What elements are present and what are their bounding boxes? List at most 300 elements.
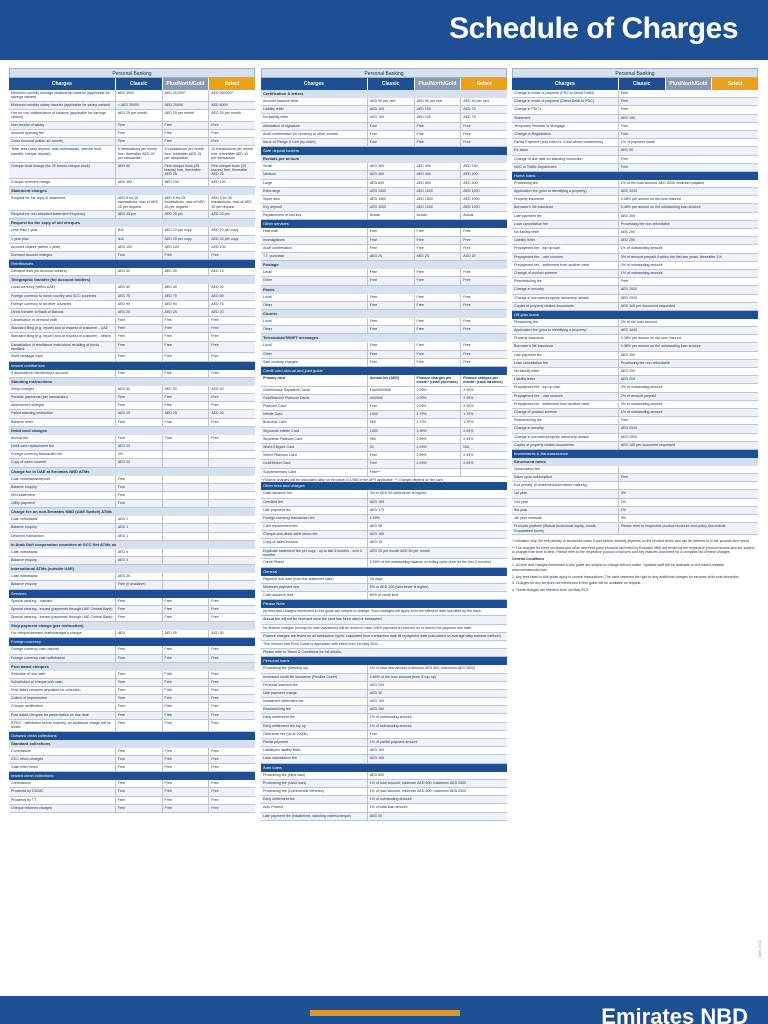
note-row — [261, 633, 507, 641]
charge-value: 1% of the loan amount, AED 5000 minimum payable — [618, 180, 758, 187]
row-label: If PDC - withdrawn before maturity, an additional charge will be levied — [11, 720, 112, 730]
table-row — [261, 253, 507, 261]
plus-value: AED 800 — [414, 180, 461, 187]
plus-value: 2.99% — [414, 403, 461, 410]
sub-header: Standing instructions — [9, 378, 255, 386]
classic-value: Free — [115, 333, 162, 340]
credit-card-header-row — [261, 375, 507, 387]
table-row — [9, 102, 255, 110]
table-row — [9, 476, 255, 484]
cc-fee-head: Annual fee (AED) — [367, 375, 414, 386]
sub-header: Post dated cheques — [9, 663, 255, 671]
row-label: Close Account (within six month) — [11, 139, 63, 144]
row-label: Balance enquiry — [11, 484, 37, 489]
charge-value: AED 200 — [618, 376, 758, 383]
table-row — [512, 523, 758, 535]
select-value: AED 1000 — [460, 188, 507, 195]
select-value: AED 75 — [208, 301, 255, 308]
classic-value: 1500 — [367, 428, 414, 435]
row-label: Sales upon subscription — [514, 475, 553, 480]
band-header: Foreign currency — [9, 638, 255, 646]
table-row — [512, 434, 758, 442]
classic-value: AED 5 for 25 transactions, max of AED 25 per request — [115, 195, 162, 210]
select-value — [208, 524, 255, 531]
classic-value: AED 25 — [115, 309, 162, 316]
note-line: Annual fee will not be reversed once the card has been used or transacted. — [263, 617, 383, 622]
footnote-line: 1. All fees and charges mentioned in this guide are subject to change without notice. Updated tariff will be available on the bank's website www.emiratesnbd.com — [512, 563, 725, 572]
row-label: Account balance letter — [263, 99, 299, 103]
charge-value: AED 250 — [367, 706, 507, 713]
plus-value: Free — [414, 139, 461, 146]
plus-value: AED 40 — [162, 284, 209, 291]
row-label: Partial payment — [263, 740, 288, 745]
column-plus: Plus/North/Gold — [414, 78, 461, 90]
select-value: AED 20 — [460, 253, 507, 260]
select-value: Free — [460, 139, 507, 146]
classic-value: > AED 25000 — [115, 102, 162, 109]
select-value: Free — [460, 326, 507, 333]
classic-value: AED 25 — [115, 459, 162, 466]
charge-value: 1% of total new amount (minimum AED 500, maximum AED 2500) — [367, 665, 507, 672]
row-label: T.T. purchase — [263, 254, 285, 258]
row-label: Extra large — [263, 188, 281, 193]
cc-primary-head: Primary card — [263, 375, 285, 380]
table-row — [261, 698, 507, 706]
charge-value: 2% of outstanding amount — [618, 384, 758, 391]
select-value — [208, 573, 255, 580]
table-row — [512, 401, 758, 409]
select-value: Free — [208, 756, 255, 763]
table-row — [261, 269, 507, 277]
select-value: Free — [208, 342, 255, 353]
classic-value: AED 20 — [367, 253, 414, 260]
column-1 — [9, 68, 255, 813]
row-label: Local currency (within UAE) — [11, 285, 56, 290]
table-row — [9, 533, 255, 541]
classic-value: Free — [367, 452, 414, 459]
select-value: AED 40 — [208, 386, 255, 393]
table-row — [512, 425, 758, 433]
table-row — [512, 147, 758, 155]
classic-value: AED 400 — [367, 171, 414, 178]
table-row — [9, 138, 255, 146]
plus-value: Free — [162, 122, 209, 129]
row-label: Liability letter — [514, 377, 535, 382]
table-row — [512, 237, 758, 245]
table-row — [261, 212, 507, 220]
table-row — [9, 419, 255, 427]
charge-value: 3% of amount prepaid if within the first two years, thereafter 1% — [618, 254, 758, 261]
table-row — [261, 739, 507, 747]
select-value: Free — [208, 614, 255, 621]
band-header: Outward clean collections — [9, 732, 255, 740]
table-row — [512, 368, 758, 376]
table-row — [9, 805, 255, 813]
row-label: If deposited in beneficiary's account — [11, 370, 68, 375]
table-row — [261, 690, 507, 698]
classic-value: Free — [115, 598, 162, 605]
table-row — [261, 747, 507, 755]
table-row — [261, 302, 507, 310]
table-row — [261, 714, 507, 722]
row-label: Demand draft (for account holders) — [11, 269, 67, 274]
select-value: Free — [208, 712, 255, 719]
row-label: Cheque certification — [11, 704, 43, 709]
row-label: Duplicate statement fee per copy - up to last 6 months - over 6 months — [263, 548, 363, 558]
select-value — [208, 443, 255, 450]
select-value: Free — [208, 679, 255, 686]
row-label: Standard filing (e.g. report) and at request of customer - others — [11, 334, 111, 339]
band-header: Please Note — [261, 600, 507, 608]
classic-value: AED 1 — [115, 533, 162, 540]
select-value — [208, 516, 255, 523]
plus-value: 5 transactions per month free, thereafter AED 15 per transaction — [162, 146, 209, 161]
charge-value: AED 200 — [367, 682, 507, 689]
charge-value: AED 1000 — [618, 327, 758, 334]
table-row — [9, 268, 255, 276]
plus-value — [162, 581, 209, 588]
row-label: Processing fee (New cars) — [263, 772, 306, 777]
plus-value: Free — [162, 797, 209, 804]
plus-value: AED 50 — [162, 630, 209, 637]
row-label: Statement — [514, 115, 531, 120]
table-row — [512, 123, 758, 131]
table-row — [9, 671, 255, 679]
charge-value: 1% of total loan amount — [367, 804, 507, 811]
select-value — [208, 451, 255, 458]
plus-value: Free — [162, 402, 209, 409]
classic-value: Free — [115, 687, 162, 694]
row-label: Processing fee — [514, 180, 538, 185]
select-value: AED 100 — [208, 244, 255, 251]
table-row — [9, 573, 255, 581]
plus-value: Free — [414, 237, 461, 244]
column-plus: Plus/North/Gold — [665, 78, 712, 90]
table-row — [9, 394, 255, 402]
classic-value: AED 3 — [115, 557, 162, 564]
table-row — [512, 515, 758, 523]
select-value: AED 10 per copy — [208, 227, 255, 234]
plus-value: Free — [162, 394, 209, 401]
table-row — [9, 163, 255, 179]
charge-value: Free — [618, 123, 758, 130]
table-row — [512, 90, 758, 98]
row-label: Late payment fee (installment, standing orders/cheque) — [263, 813, 351, 818]
classic-value: 950 — [367, 419, 414, 426]
band-header: Inward remittances — [9, 362, 255, 370]
plus-value: AED 1500 — [414, 196, 461, 203]
select-value: 2.99% — [460, 428, 507, 435]
column-classic: Classic — [618, 78, 665, 90]
row-label: Substitution of cheque with cash — [11, 679, 63, 684]
table-row — [9, 630, 255, 638]
plus-value: First cheque book (25 leaves) free, thereafter AED 25 — [162, 163, 209, 178]
select-value: Free — [208, 138, 255, 145]
row-label: Other — [263, 327, 272, 332]
row-label: Clearance fee (up to 1000k) — [263, 731, 308, 736]
table-row — [512, 490, 758, 498]
charge-value: 1% of loan amount, minimum AED 500, maximum AED 2500 — [367, 780, 507, 787]
sub-header: Debit card charges — [9, 427, 255, 435]
row-label: Request for non-standard statement frequency — [11, 212, 86, 217]
charge-value: 0.48% per annum on the outstanding loan amount — [618, 204, 758, 211]
row-label: Change in borrower/property ownership details — [514, 434, 589, 439]
row-label: Change in mode of payment (Direct Debit to PDC) — [514, 99, 594, 104]
classic-value: Free — [367, 269, 414, 276]
plus-value — [162, 533, 209, 540]
classic-value: Free — [367, 342, 414, 349]
plus-value: 1.99% — [414, 428, 461, 435]
note-line: This Version and Price Guide is applicable with effect from 1st May 2011. — [263, 641, 379, 646]
table-row — [9, 122, 255, 130]
select-value: Free — [460, 245, 507, 252]
column-select: Select — [711, 78, 758, 90]
classic-value: Free — [115, 646, 162, 653]
table-row — [512, 376, 758, 384]
row-label: Foreign currency cash deposit — [11, 647, 60, 652]
classic-value: Free — [367, 237, 414, 244]
table-row — [9, 110, 255, 122]
table-row — [512, 343, 758, 351]
plus-value — [162, 459, 209, 466]
table-row — [9, 90, 255, 102]
table-row — [9, 695, 255, 703]
band-header: Home loans — [512, 172, 758, 180]
charge-value: AED 25 per month AED 50 per month — [367, 548, 507, 559]
select-value: AED 1000 — [460, 204, 507, 211]
row-label: Minimum monthly average relationship balance (applicable for savings variant) — [11, 91, 110, 100]
row-label: Special clearing - outward — [11, 598, 53, 603]
row-label: Rescheduling fee — [263, 707, 291, 712]
table-row — [261, 460, 507, 468]
row-label: Post dated cheques for presentation on due date — [11, 712, 89, 717]
table-row — [9, 764, 255, 772]
classic-value: Free — [115, 419, 162, 426]
charge-value: 2% — [618, 499, 758, 506]
section-header: Personal Banking — [9, 68, 255, 78]
plus-value: AED 25 pm — [162, 211, 209, 218]
row-label: Temporary Release of Mortgage — [514, 123, 566, 128]
row-label: Other — [263, 278, 272, 283]
table-row — [261, 123, 507, 131]
plus-value: AED 5 for 25 transactions, max of AED 25 per request — [162, 195, 209, 210]
row-label: Prepayment fee - own sources — [514, 254, 563, 259]
select-value — [208, 500, 255, 507]
classic-value: Free — [115, 394, 162, 401]
select-value: 2.99% — [460, 395, 507, 402]
plus-value — [162, 549, 209, 556]
table-row — [261, 188, 507, 196]
footer-bar — [0, 996, 768, 1024]
sub-header: Standard collections — [9, 740, 255, 748]
footnote-line: 4. These charges are effective from 1st May 2011. — [512, 587, 590, 592]
row-label: Foreign currency transaction fee — [263, 515, 315, 520]
table-row — [512, 466, 758, 474]
plus-value — [162, 492, 209, 499]
table-row — [261, 245, 507, 253]
classic-value: Free — [115, 476, 162, 483]
row-label: Teller fees (cash deposit, cash withdrawals, internal fund transfer, cheque deposit) — [11, 147, 101, 156]
table-row — [261, 515, 507, 523]
charge-value: 80% of credit limit — [367, 592, 507, 599]
row-label: Proceeds by DD/MC — [11, 789, 44, 794]
plus-value — [162, 524, 209, 531]
plus-value: Free — [162, 325, 209, 332]
plus-value — [162, 476, 209, 483]
classic-value: Free — [115, 756, 162, 763]
row-label: Prepayment fee - top up loan — [514, 246, 561, 251]
sub-header: Charge fee on non-Emirates NBD (UAE Switch) ATMs — [9, 508, 255, 516]
charge-value: AED 300 — [618, 352, 758, 359]
row-label: Prepayment fee - settlement from another bank — [514, 401, 590, 406]
plus-value: Free — [162, 695, 209, 702]
table-row — [9, 606, 255, 614]
column-charges: Charges — [512, 78, 618, 90]
row-label: Mini-statement — [11, 492, 35, 497]
row-label: For cheque/demand draft/manager's cheque — [11, 631, 82, 636]
row-label: Issue of Pledge & Lien (by order) — [263, 139, 316, 144]
sub-header: Telegraphic transfer (for account holders) — [9, 276, 255, 284]
row-label: Change in PDC's — [514, 107, 542, 112]
table-row — [261, 106, 507, 114]
charge-value: AED 2000 — [618, 295, 758, 302]
classic-value: Free — [115, 325, 162, 332]
row-label: Replacement of lost key — [263, 213, 302, 218]
charge-value: 3% of outstanding amount — [618, 401, 758, 408]
row-label: Other — [263, 351, 272, 356]
table-row — [261, 411, 507, 419]
row-label: Safe custody charges — [263, 359, 298, 364]
charge-value: AED 179 — [367, 507, 507, 514]
plus-value: Free — [414, 294, 461, 301]
plus-value: Free — [162, 435, 209, 442]
select-value: AED 15 — [208, 268, 255, 275]
select-value: AED 1000 — [460, 196, 507, 203]
select-value: 1.79% — [460, 419, 507, 426]
row-label: GCC return charges — [11, 756, 44, 761]
classic-value: 2% — [115, 451, 162, 458]
select-value — [460, 469, 507, 476]
row-label: Direct transfer to Bank of Baroda — [11, 309, 64, 314]
plus-value: Free — [162, 598, 209, 605]
classic-value: Free — [115, 671, 162, 678]
band-header: Inward clean collections — [9, 772, 255, 780]
cc-retail-head: Finance charges per month* (retail purchase) — [414, 375, 461, 386]
select-value: First cheque book (25 leaves) free, thereafter AED 25 — [208, 163, 255, 178]
table-row — [9, 179, 255, 187]
plus-value: AED 1500 — [414, 188, 461, 195]
row-label: Other — [263, 302, 272, 307]
plus-value: Free — [162, 703, 209, 710]
table-row — [9, 211, 255, 219]
table-row — [261, 665, 507, 673]
select-value — [208, 557, 255, 564]
band-header: Safe deposit lockers — [261, 147, 507, 155]
table-row — [9, 227, 255, 235]
charge-value — [618, 482, 758, 489]
table-row — [9, 386, 255, 394]
plus-value: Free — [162, 614, 209, 621]
column-header-row — [261, 78, 507, 90]
charge-value: AED 2000 — [618, 425, 758, 432]
plus-value: 2.99% — [414, 395, 461, 402]
classic-value: Actual — [367, 212, 414, 219]
select-value — [208, 581, 255, 588]
select-value: Free — [460, 359, 507, 366]
table-row — [261, 359, 507, 367]
select-value: Free — [460, 318, 507, 325]
select-value: AED 60 — [208, 293, 255, 300]
classic-value: Free — [115, 679, 162, 686]
sub-header: Faxes — [261, 286, 507, 294]
table-row — [512, 106, 758, 114]
plus-value: Free — [162, 720, 209, 731]
column-header-row — [512, 78, 758, 90]
classic-value: Free — [115, 500, 162, 507]
charge-value: 0.99% of the outstanding balance on billing cycle (free for the first 3 months) — [367, 559, 507, 566]
charge-value: AED 500 — [367, 772, 507, 779]
row-label: Gold/Select Card — [263, 461, 291, 466]
table-row — [261, 114, 507, 122]
column-select: Select — [460, 78, 507, 90]
charge-value: AED 100 — [618, 115, 758, 122]
table-row — [261, 294, 507, 302]
classic-value: Free — [115, 712, 162, 719]
classic-value: 950 — [367, 436, 414, 443]
sub-header: Request for the copy of old cheques — [9, 219, 255, 227]
footnote-line: 3. Charges for any services not mentioned in this guide will be available on request. — [512, 581, 642, 586]
row-label: Foreign currency transaction fee — [11, 452, 63, 457]
charge-value: AED 2000 — [618, 286, 758, 293]
row-label: NOC to Traffic Department — [514, 164, 557, 169]
charge-value: 3% — [618, 490, 758, 497]
select-value: Free — [460, 123, 507, 130]
classic-value: AED 150 — [115, 179, 162, 186]
charge-value: 1% — [618, 507, 758, 514]
footnotes — [512, 539, 758, 592]
table-row — [9, 252, 255, 260]
row-label: Processing fee — [514, 319, 538, 324]
table-row — [9, 549, 255, 557]
classic-value: Free — [115, 805, 162, 812]
row-label: Small — [263, 164, 272, 169]
table-row — [9, 655, 255, 663]
charge-value: AED 100 per document requested — [618, 442, 758, 449]
plus-value: AED 75 — [162, 293, 209, 300]
row-label: Standard filing (e.g. report) and at request of customer - UAE — [11, 326, 109, 331]
select-value: Free — [208, 646, 255, 653]
row-label: Debit card replacement fee — [11, 443, 55, 448]
band-header: Credit card annual and joint guide — [261, 367, 507, 375]
classic-value: AED 30 — [115, 268, 162, 275]
charge-value: 2% of amount prepaid — [618, 393, 758, 400]
side-date: April 2011 — [757, 940, 762, 958]
plus-value: Free — [414, 228, 461, 235]
charge-value: AED 300 — [618, 213, 758, 220]
table-row — [261, 548, 507, 560]
select-value: Free — [208, 687, 255, 694]
row-label: 2nd year — [514, 499, 528, 504]
charge-value: AED 100 — [367, 698, 507, 705]
charge-value: AED 1000 — [618, 188, 758, 195]
classic-value: Free — [115, 788, 162, 795]
select-value: Free — [208, 788, 255, 795]
select-value: Free — [460, 269, 507, 276]
charge-value: 1% of outstanding amount — [367, 714, 507, 721]
select-value: Free — [460, 294, 507, 301]
plus-value: Free — [162, 748, 209, 755]
row-label: Partial Payment (only valid for 3 and above instalments) — [514, 140, 603, 145]
